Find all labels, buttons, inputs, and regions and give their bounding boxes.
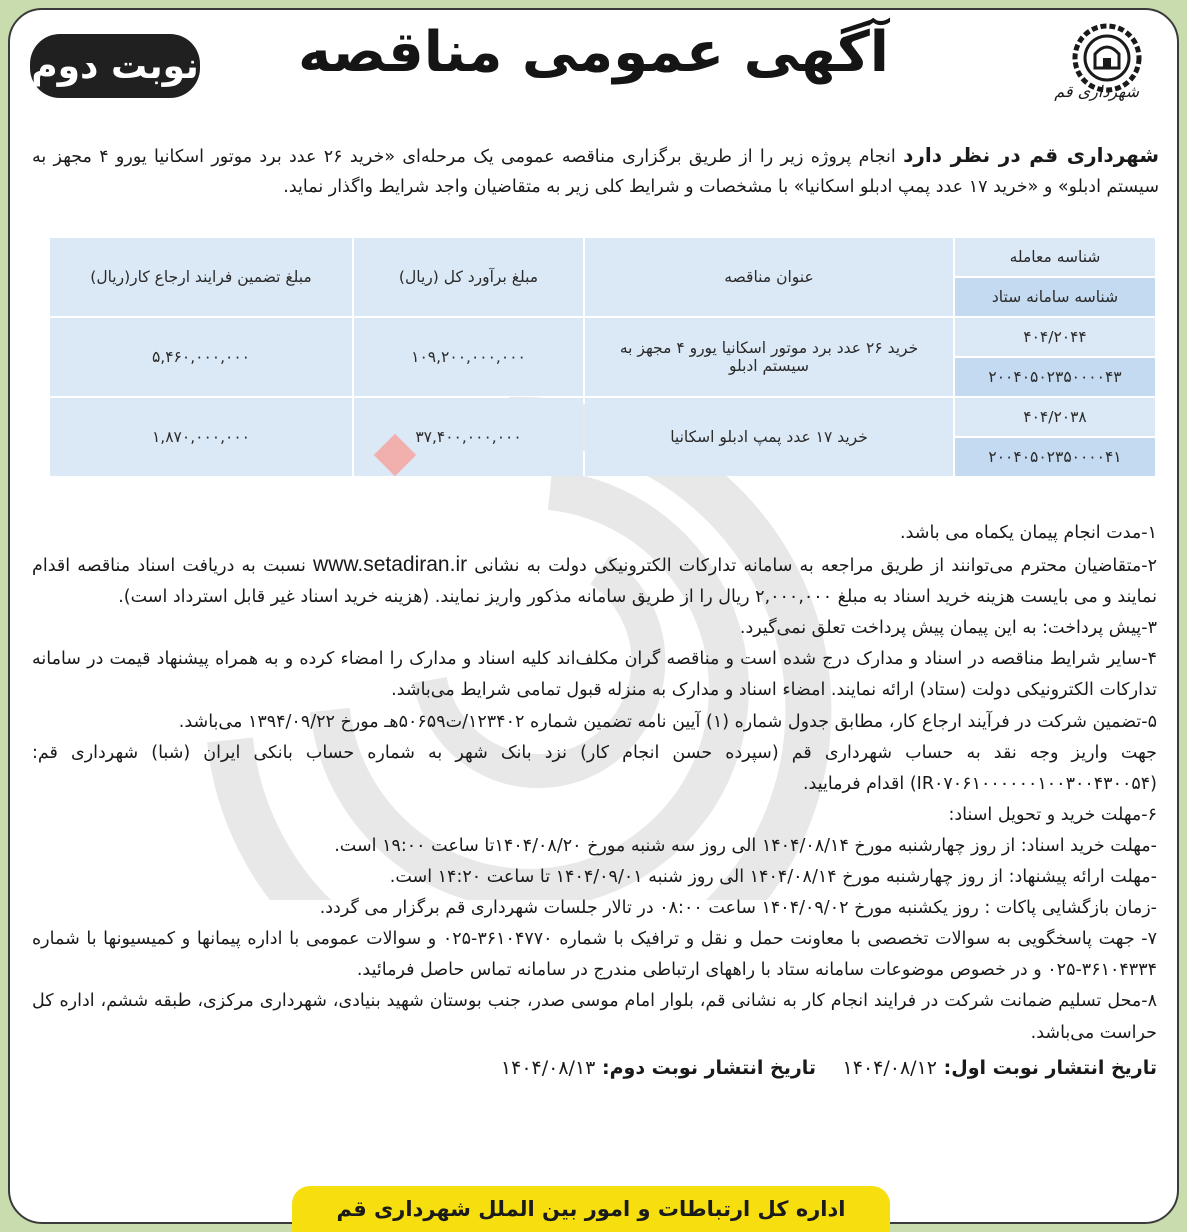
intro-lead: شهرداری قم در نظر دارد xyxy=(903,143,1160,167)
page-title: آگهی عمومی مناقصه xyxy=(298,20,889,85)
intro-paragraph xyxy=(32,140,1159,202)
notice-frame xyxy=(8,8,1179,1224)
list-item: ۵-تضمین شرکت در فرآیند ارجاع کار، مطابق جدول شماره (۱) آیین نامه تضمین شماره ۱۲۳۴۰۲/ت۵۰۶۵۹هـ مورخ ۱۳۹۴/۰۹/۲۲ می‌باشد. xyxy=(178,711,1157,732)
header-setad-id: شناسه سامانه ستاد xyxy=(955,278,1155,316)
table-row xyxy=(50,398,1155,436)
row1-deal-id: ۴۰۴/۲۰۴۴ xyxy=(955,318,1155,356)
row2-setad-id: ۲۰۰۴۰۵۰۲۳۵۰۰۰۰۴۱ xyxy=(955,438,1155,476)
setad-link[interactable]: www.setadiran.ir xyxy=(313,553,468,577)
row1-estimate: ۱۰۹,۲۰۰,۰۰۰,۰۰۰ xyxy=(354,318,583,396)
item2-text-b: نسبت به دریافت اسناد مناقصه اقدام نمایند و می بایست هزینه خرید اسناد به مبلغ ۲,۰۰۰,۰۰۰ ریال را از طریق سامانه مذکور واریز نمایند. (هزینه خرید اسناد غیر قابل استرداد است). xyxy=(32,556,1157,608)
round-badge: نوبت دوم xyxy=(30,34,200,98)
header-estimate: مبلغ برآورد کل (ریال) xyxy=(354,238,583,316)
logo-script: شهرداری قم xyxy=(1054,82,1139,101)
table-row xyxy=(50,318,1155,356)
header-deal-id: شناسه معامله xyxy=(955,238,1155,276)
footer-banner: اداره کل ارتباطات و امور بین الملل شهرداری قم xyxy=(292,1186,890,1232)
header-guarantee: مبلغ تضمین فرایند ارجاع کار(ریال) xyxy=(50,238,352,316)
list-item: -مهلت خرید اسناد: از روز چهارشنبه مورخ ۱۴۰۴/۰۸/۱۴ الی روز سه شنبه مورخ ۱۴۰۴/۰۸/۲۰تا ساعت ۱۹:۰۰ است. xyxy=(334,835,1157,856)
row2-title: خرید ۱۷ عدد پمپ ادبلو اسکانیا xyxy=(585,398,953,476)
row2-guarantee: ۱,۸۷۰,۰۰۰,۰۰۰ xyxy=(50,398,352,476)
conditions-list xyxy=(32,518,1157,1084)
header-title: عنوان مناقصه xyxy=(585,238,953,316)
list-item: ۱-مدت انجام پیمان یکماه می باشد. xyxy=(900,523,1157,543)
row1-guarantee: ۵,۴۶۰,۰۰۰,۰۰۰ xyxy=(50,318,352,396)
second-publish-label: تاریخ انتشار نوبت دوم: xyxy=(601,1056,817,1079)
list-item: جهت واریز وجه نقد به حساب شهرداری قم (سپرده حسن انجام کار) نزد بانک شهر به شماره حساب بانکی ایران (شبا) شهرداری قم: (IR۰۷۰۶۱۰۰۰۰۰۰۱۰۰۳۰۰۴۳۰۰۵۴) اقدام فرمایید. xyxy=(32,742,1157,794)
first-publish-label: تاریخ انتشار نوبت اول: xyxy=(943,1056,1157,1079)
row2-deal-id: ۴۰۴/۲۰۳۸ xyxy=(955,398,1155,436)
table-header-row xyxy=(50,238,1155,276)
first-publish-date: ۱۴۰۴/۰۸/۱۲ xyxy=(842,1056,937,1079)
list-item xyxy=(32,549,1157,613)
list-item: ۳-پیش پرداخت: به این پیمان پیش پرداخت تعلق نمی‌گیرد. xyxy=(739,618,1157,639)
list-item: -زمان بازگشایی پاکات : روز یکشنبه مورخ ۱۴۰۴/۰۹/۰۲ ساعت ۰۸:۰۰ در تالار جلسات شهرداری قم برگزار می گردد. xyxy=(319,898,1157,919)
tender-table xyxy=(48,236,1157,478)
list-item: -مهلت ارائه پیشنهاد: از روز چهارشنبه مورخ ۱۴۰۴/۰۸/۱۴ الی روز شنبه ۱۴۰۴/۰۹/۰۱ تا ساعت ۱۴:۲۰ است. xyxy=(389,867,1157,888)
list-item: ۶-مهلت خرید و تحویل اسناد: xyxy=(948,804,1157,825)
list-item: ۸-محل تسلیم ضمانت شرکت در فرایند انجام کار به نشانی قم، بلوار امام موسی صدر، جنب بوستان شهید بنیادی، شهرداری مرکزی، طبقه ششم، اداره کل حراست می‌باشد. xyxy=(32,991,1157,1043)
list-item: ۷- جهت پاسخگویی به سوالات تخصصی با معاونت حمل و نقل و ترافیک با شماره ۳۶۱۰۴۷۷۰-۰۲۵ و سوالات عمومی با اداره پیمانها و کمیسیونها با شماره ۳۶۱۰۴۳۳۴-۰۲۵ و در خصوص موضوعات سامانه ستاد با راههای ارتباطی مندرج در سامانه تماس حاصل فرمائید. xyxy=(32,929,1157,981)
second-publish-date: ۱۴۰۴/۰۸/۱۳ xyxy=(500,1056,596,1079)
row1-setad-id: ۲۰۰۴۰۵۰۲۳۵۰۰۰۰۴۳ xyxy=(955,358,1155,396)
publish-dates xyxy=(32,1053,1157,1084)
intro-text: انجام پروژه زیر را از طریق برگزاری مناقصه عمومی یک مرحله‌ای «خرید ۲۶ عدد برد موتور اسکانیا یورو ۴ مجهز به سیستم ادبلو» و «خرید ۱۷ عدد پمپ ادبلو اسکانیا» با مشخصات و شرایط کلی زیر به متقاضیان واجد شرایط واگذار نماید. xyxy=(32,147,1159,197)
list-item: ۴-سایر شرایط مناقصه در اسناد و مدارک درج شده است و مناقصه گران مکلف‌اند کلیه اسناد و مدارک را امضاء کرده و به همراه پیشنهاد قیمت در سامانه تدارکات الکترونیکی دولت (ستاد) ارائه نمایند. امضاء اسناد و مدارک به منزله قبول تمامی شرایط می‌باشد. xyxy=(32,649,1157,701)
row2-estimate: ۳۷,۴۰۰,۰۰۰,۰۰۰ xyxy=(354,398,583,476)
row1-title: خرید ۲۶ عدد برد موتور اسکانیا یورو ۴ مجهز به سیستم ادبلو xyxy=(585,318,953,396)
item2-text-a: ۲-متقاضیان محترم می‌توانند از طریق مراجعه به سامانه تدارکات الکترونیکی دولت به نشانی xyxy=(467,556,1157,577)
